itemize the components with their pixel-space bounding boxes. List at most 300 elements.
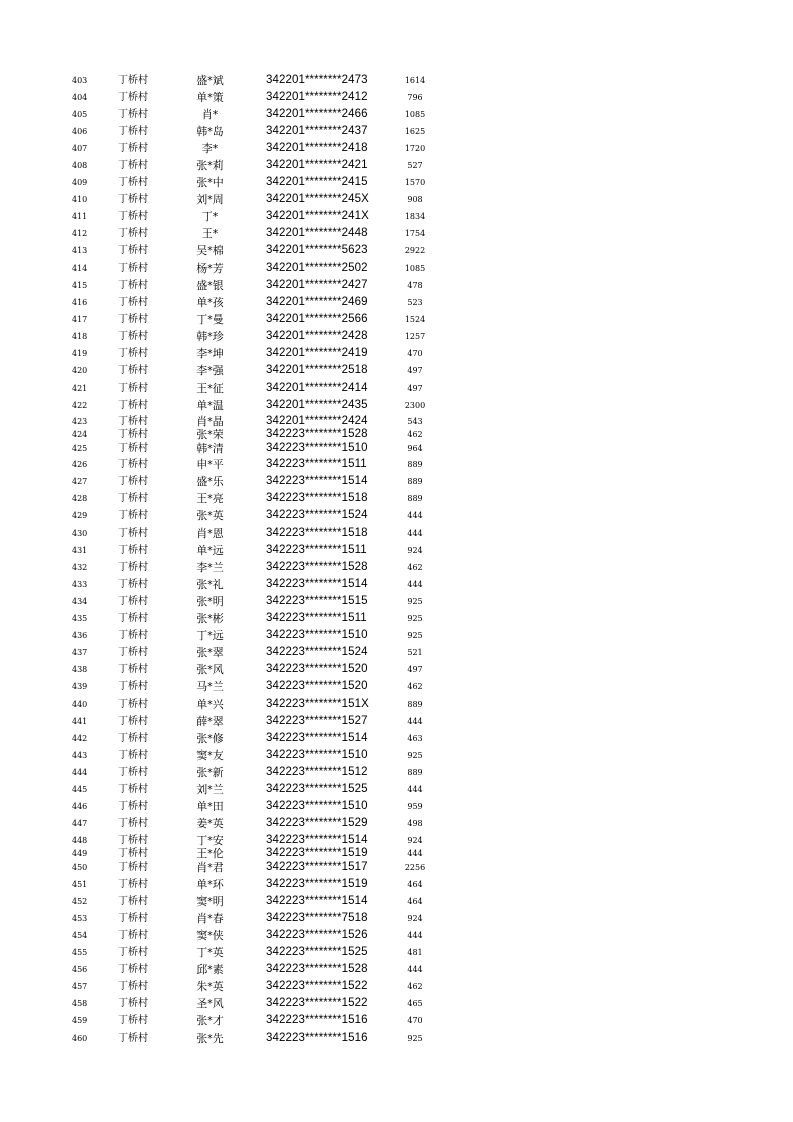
person-name: 王*征 [196,382,224,395]
amount: 478 [407,281,423,290]
village-name: 丁桥村 [118,297,148,308]
amount: 925 [407,614,423,623]
person-name: 马*兰 [196,680,224,693]
village-name: 丁桥村 [118,998,148,1009]
person-name: 张*礼 [196,578,224,591]
person-name: 盛*斌 [196,74,224,87]
id-number: 342223********1515 [266,595,368,607]
id-number: 342201********2419 [266,347,368,359]
amount: 925 [407,631,423,640]
village-name: 丁桥村 [118,835,148,846]
village-name: 丁桥村 [118,528,148,539]
row-number: 434 [72,597,88,606]
table-row [0,157,793,174]
village-name: 丁桥村 [118,981,148,992]
amount: 925 [407,597,423,606]
amount: 465 [407,999,423,1008]
amount: 463 [407,734,423,743]
village-name: 丁桥村 [118,716,148,727]
amount: 444 [407,849,423,858]
amount: 444 [407,580,423,589]
village-name: 丁桥村 [118,160,148,171]
amount: 498 [407,819,423,828]
row-number: 420 [72,366,88,375]
row-number: 442 [72,734,88,743]
row-number: 418 [72,332,88,341]
id-number: 342223********1519 [266,878,368,890]
village-name: 丁桥村 [118,947,148,958]
table-row [0,1030,793,1047]
id-number: 342223********1510 [266,749,368,761]
amount: 959 [407,802,423,811]
table-row [0,815,793,832]
person-name: 韩*岛 [196,125,224,138]
id-number: 342223********1529 [266,817,368,829]
table-row [0,440,793,457]
amount: 2300 [404,401,426,410]
table-row [0,610,793,627]
id-number: 342201********2566 [266,313,368,325]
village-name: 丁桥村 [118,493,148,504]
amount: 924 [407,546,423,555]
person-name: 丁*安 [196,834,224,847]
table-row [0,713,793,730]
amount: 908 [407,195,423,204]
table-row [0,397,793,414]
person-name: 张*才 [196,1014,224,1027]
amount: 464 [407,897,423,906]
table-row [0,294,793,311]
table-row [0,781,793,798]
table-row [0,473,793,490]
amount: 497 [407,665,423,674]
id-number: 342223********1519 [266,847,368,859]
village-name: 丁桥村 [118,913,148,924]
row-number: 406 [72,127,88,136]
id-number: 342201********2428 [266,330,368,342]
amount: 462 [407,563,423,572]
person-name: 盛*银 [196,279,224,292]
person-name: 肖*君 [196,861,224,874]
person-name: 肖* [201,108,219,121]
row-number: 421 [72,384,88,393]
table-row [0,311,793,328]
amount: 925 [407,751,423,760]
id-number: 342223********151X [266,698,369,710]
table-row [0,798,793,815]
id-number: 342223********1520 [266,680,368,692]
person-name: 吴*棉 [196,244,224,257]
table-row [0,140,793,157]
amount: 462 [407,682,423,691]
row-number: 457 [72,982,88,991]
row-number: 449 [72,849,88,858]
row-number: 407 [72,144,88,153]
person-name: 盛*乐 [196,475,224,488]
row-number: 455 [72,948,88,957]
person-name: 张*新 [196,766,224,779]
village-name: 丁桥村 [118,263,148,274]
person-name: 张*莉 [196,159,224,172]
person-name: 张*彬 [196,612,224,625]
table-row [0,678,793,695]
id-number: 342201********2435 [266,399,368,411]
id-number: 342223********1512 [266,766,368,778]
table-row [0,380,793,397]
row-number: 437 [72,648,88,657]
amount: 2922 [404,246,426,255]
person-name: 李*兰 [196,561,224,574]
id-number: 342223********1511 [266,612,367,624]
person-name: 丁* [201,210,219,223]
row-number: 412 [72,229,88,238]
person-name: 单*策 [196,91,224,104]
amount: 1834 [404,212,426,221]
row-number: 438 [72,665,88,674]
row-number: 448 [72,836,88,845]
village-name: 丁桥村 [118,964,148,975]
person-name: 张*翠 [196,646,224,659]
row-number: 432 [72,563,88,572]
row-number: 415 [72,281,88,290]
village-name: 丁桥村 [118,383,148,394]
person-name: 单*兴 [196,698,224,711]
village-name: 丁桥村 [118,177,148,188]
id-number: 342223********1520 [266,663,368,675]
row-number: 403 [72,76,88,85]
table-row [0,661,793,678]
amount: 889 [407,477,423,486]
row-number: 422 [72,401,88,410]
village-name: 丁桥村 [118,510,148,521]
table-row [0,893,793,910]
row-number: 427 [72,477,88,486]
village-name: 丁桥村 [118,630,148,641]
village-name: 丁桥村 [118,767,148,778]
amount: 444 [407,931,423,940]
table-row [0,995,793,1012]
row-number: 441 [72,717,88,726]
village-name: 丁桥村 [118,750,148,761]
amount: 1614 [404,76,426,85]
village-name: 丁桥村 [118,664,148,675]
id-number: 342223********1524 [266,646,368,658]
id-number: 342223********1528 [266,963,368,975]
id-number: 342201********5623 [266,244,368,256]
village-name: 丁桥村 [118,596,148,607]
village-name: 丁桥村 [118,194,148,205]
id-number: 342223********1511 [266,544,367,556]
person-name: 丁*远 [196,629,224,642]
row-number: 430 [72,529,88,538]
amount: 889 [407,494,423,503]
person-name: 单*田 [196,800,224,813]
amount: 462 [407,982,423,991]
amount: 924 [407,914,423,923]
amount: 444 [407,529,423,538]
amount: 470 [407,349,423,358]
row-number: 446 [72,802,88,811]
table-row [0,208,793,225]
village-name: 丁桥村 [118,545,148,556]
id-number: 342223********7518 [266,912,368,924]
table-row [0,576,793,593]
person-name: 肖*晶 [196,415,224,428]
village-name: 丁桥村 [118,400,148,411]
id-number: 342201********2412 [266,91,368,103]
table-row [0,927,793,944]
id-number: 342201********2421 [266,159,368,171]
amount: 1085 [404,110,426,119]
row-number: 435 [72,614,88,623]
village-name: 丁桥村 [118,681,148,692]
id-number: 342223********1514 [266,834,368,846]
row-number: 428 [72,494,88,503]
village-name: 丁桥村 [118,1033,148,1044]
village-name: 丁桥村 [118,416,148,427]
id-number: 342223********1518 [266,492,368,504]
id-number: 342223********1511 [266,458,367,470]
row-number: 452 [72,897,88,906]
village-name: 丁桥村 [118,429,148,440]
id-number: 342223********1518 [266,527,368,539]
row-number: 445 [72,785,88,794]
id-number: 342201********2518 [266,364,368,376]
village-name: 丁桥村 [118,245,148,256]
person-name: 张*风 [196,663,224,676]
table-row [0,72,793,89]
village-name: 丁桥村 [118,126,148,137]
person-name: 杨*芳 [196,262,224,275]
person-name: 肖*春 [196,912,224,925]
amount: 1720 [404,144,426,153]
id-number: 342223********1510 [266,442,368,454]
person-name: 张*先 [196,1032,224,1045]
id-number: 342201********2469 [266,296,368,308]
row-number: 413 [72,246,88,255]
amount: 527 [407,161,423,170]
id-number: 342201********2415 [266,176,368,188]
village-name: 丁桥村 [118,228,148,239]
village-name: 丁桥村 [118,862,148,873]
id-number: 342223********1528 [266,428,368,440]
row-number: 439 [72,682,88,691]
village-name: 丁桥村 [118,365,148,376]
row-number: 456 [72,965,88,974]
id-number: 342223********1528 [266,561,368,573]
table-row [0,1012,793,1029]
person-name: 刘*周 [196,193,224,206]
id-number: 342201********2427 [266,279,368,291]
village-name: 丁桥村 [118,476,148,487]
village-name: 丁桥村 [118,818,148,829]
table-row [0,696,793,713]
person-name: 王* [201,227,219,240]
amount: 444 [407,965,423,974]
person-name: 张*明 [196,595,224,608]
row-number: 444 [72,768,88,777]
person-name: 单*远 [196,544,224,557]
village-name: 丁桥村 [118,443,148,454]
village-name: 丁桥村 [118,848,148,859]
id-number: 342223********1522 [266,980,368,992]
person-name: 肖*恩 [196,527,224,540]
id-number: 342223********1514 [266,475,368,487]
person-name: 韩*珍 [196,330,224,343]
id-number: 342201********245X [266,193,369,205]
table-row [0,328,793,345]
id-number: 342201********2448 [266,227,368,239]
table-row [0,260,793,277]
village-name: 丁桥村 [118,613,148,624]
table-row [0,730,793,747]
table-row [0,277,793,294]
id-number: 342201********2437 [266,125,368,137]
id-number: 342201********2502 [266,262,368,274]
id-number: 342201********2466 [266,108,368,120]
person-name: 申*平 [196,458,224,471]
table-row [0,559,793,576]
amount: 1085 [404,264,426,273]
table-row [0,174,793,191]
village-name: 丁桥村 [118,314,148,325]
person-name: 姜*英 [196,817,224,830]
amount: 521 [407,648,423,657]
id-number: 342223********1525 [266,946,368,958]
person-name: 窦*友 [196,749,224,762]
amount: 1257 [404,332,426,341]
village-name: 丁桥村 [118,930,148,941]
person-name: 单*环 [196,878,224,891]
village-name: 丁桥村 [118,699,148,710]
row-number: 433 [72,580,88,589]
id-number: 342223********1527 [266,715,368,727]
amount: 462 [407,430,423,439]
id-number: 342223********1510 [266,629,368,641]
amount: 1625 [404,127,426,136]
row-number: 431 [72,546,88,555]
table-row [0,456,793,473]
row-number: 447 [72,819,88,828]
row-number: 424 [72,430,88,439]
person-name: 丁*曼 [196,313,224,326]
row-number: 451 [72,880,88,889]
row-number: 436 [72,631,88,640]
amount: 924 [407,836,423,845]
table-row [0,627,793,644]
amount: 796 [407,93,423,102]
row-number: 426 [72,460,88,469]
village-name: 丁桥村 [118,331,148,342]
amount: 444 [407,717,423,726]
id-number: 342201********2424 [266,415,368,427]
village-name: 丁桥村 [118,75,148,86]
person-name: 王*亮 [196,492,224,505]
amount: 543 [407,417,423,426]
id-number: 342223********1526 [266,929,368,941]
person-name: 邱*素 [196,963,224,976]
amount: 889 [407,460,423,469]
amount: 1570 [404,178,426,187]
person-name: 张*修 [196,732,224,745]
id-number: 342223********1525 [266,783,368,795]
id-number: 342223********1516 [266,1014,368,1026]
row-number: 450 [72,863,88,872]
village-name: 丁桥村 [118,348,148,359]
person-name: 张*荣 [196,428,224,441]
table-row [0,542,793,559]
amount: 497 [407,384,423,393]
village-name: 丁桥村 [118,879,148,890]
village-name: 丁桥村 [118,784,148,795]
table-row [0,525,793,542]
village-name: 丁桥村 [118,733,148,744]
amount: 1754 [404,229,426,238]
table-row [0,362,793,379]
person-name: 张*中 [196,176,224,189]
row-number: 405 [72,110,88,119]
row-number: 423 [72,417,88,426]
person-name: 薛*翠 [196,715,224,728]
person-name: 单*温 [196,399,224,412]
amount: 1524 [404,315,426,324]
amount: 889 [407,768,423,777]
id-number: 342223********1514 [266,732,368,744]
id-number: 342201********241X [266,210,369,222]
person-name: 张*英 [196,509,224,522]
village-name: 丁桥村 [118,143,148,154]
id-number: 342201********2414 [266,382,368,394]
row-number: 408 [72,161,88,170]
person-name: 刘*兰 [196,783,224,796]
row-number: 419 [72,349,88,358]
id-number: 342201********2473 [266,74,368,86]
village-name: 丁桥村 [118,459,148,470]
table-row [0,191,793,208]
table-row [0,593,793,610]
amount: 2256 [404,863,426,872]
row-number: 425 [72,444,88,453]
person-name: 李*强 [196,364,224,377]
table-row [0,123,793,140]
id-number: 342223********1514 [266,895,368,907]
id-number: 342223********1510 [266,800,368,812]
village-name: 丁桥村 [118,92,148,103]
row-number: 411 [72,212,88,221]
table-row [0,345,793,362]
id-number: 342223********1514 [266,578,368,590]
village-name: 丁桥村 [118,211,148,222]
table-row [0,944,793,961]
table-row [0,507,793,524]
person-name: 圣*风 [196,997,224,1010]
table-row [0,764,793,781]
table-row [0,89,793,106]
id-number: 342201********2418 [266,142,368,154]
row-number: 417 [72,315,88,324]
amount: 464 [407,880,423,889]
row-number: 409 [72,178,88,187]
village-name: 丁桥村 [118,896,148,907]
table-row [0,644,793,661]
table-row [0,106,793,123]
amount: 964 [407,444,423,453]
person-name: 李*坤 [196,347,224,360]
person-name: 韩*清 [196,442,224,455]
amount: 925 [407,1034,423,1043]
amount: 523 [407,298,423,307]
row-number: 416 [72,298,88,307]
